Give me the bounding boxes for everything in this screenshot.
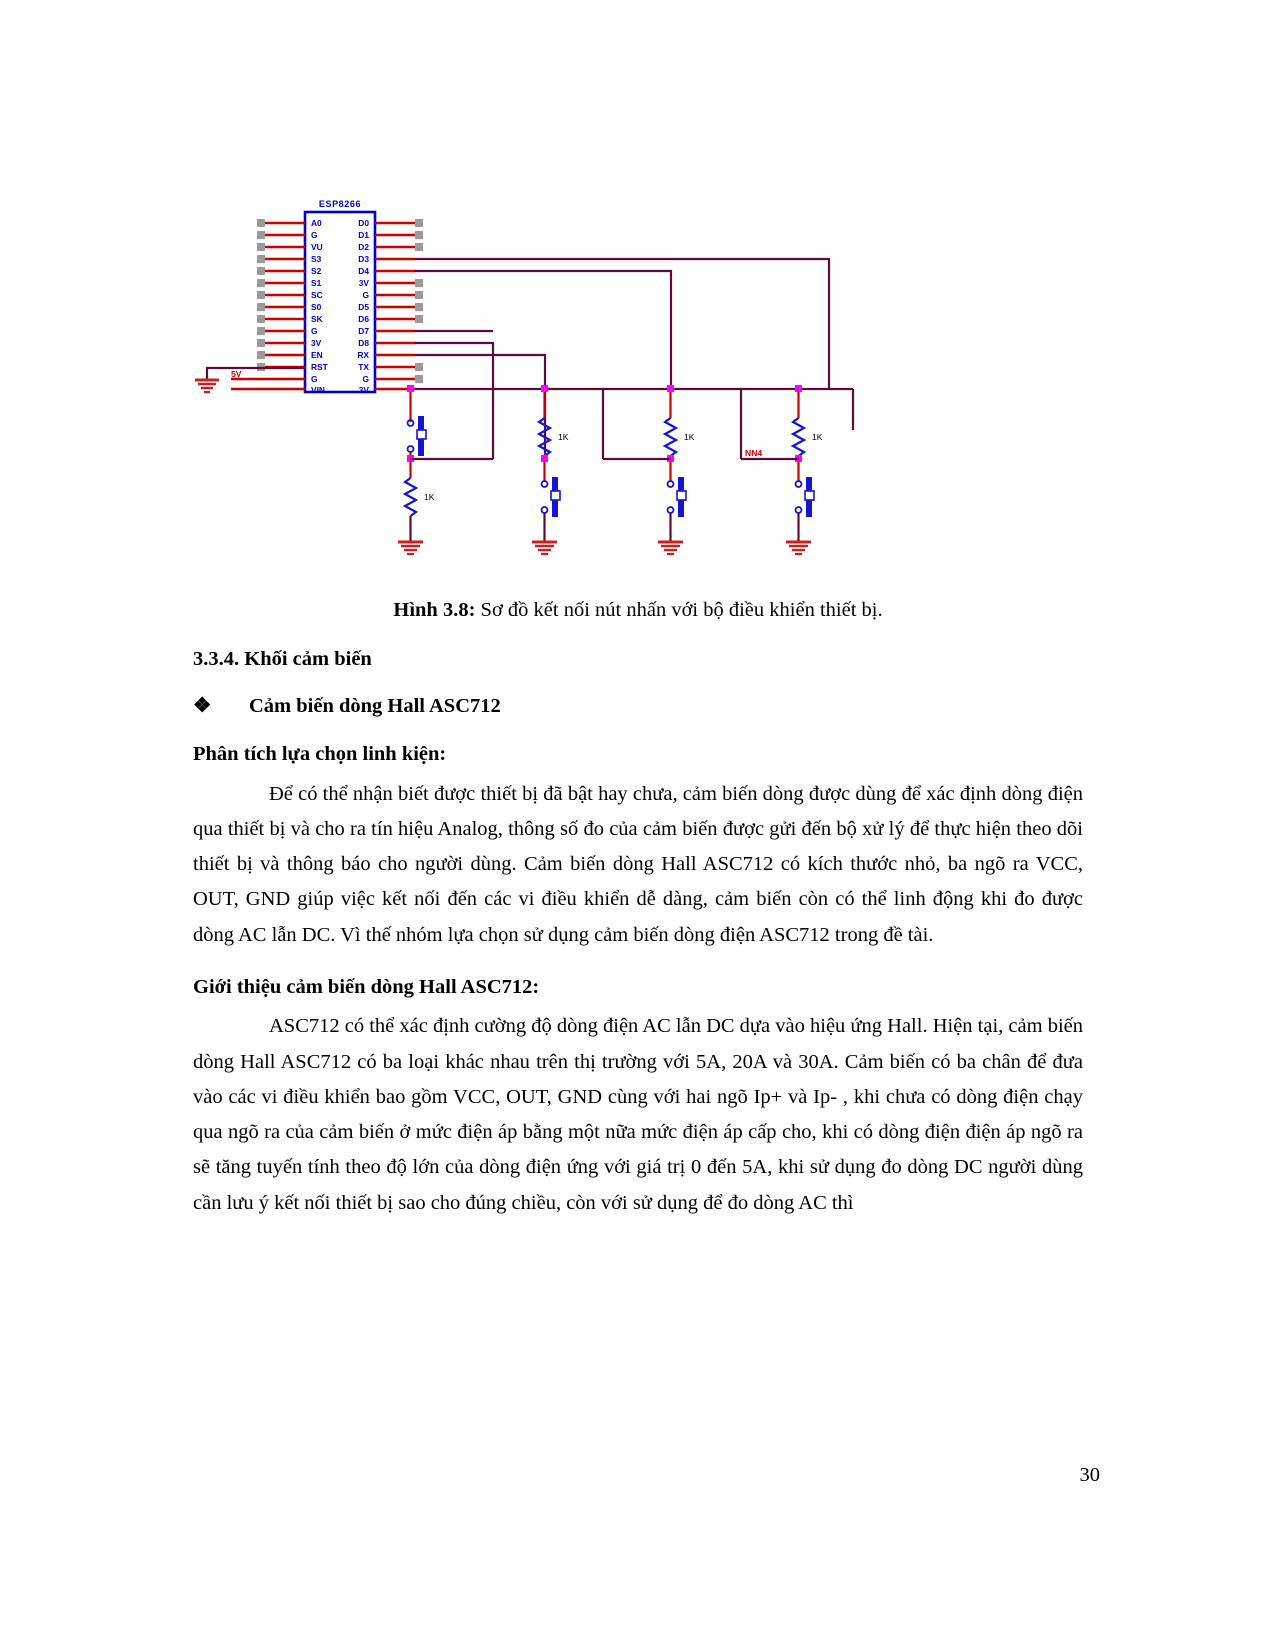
svg-text:D0: D0 xyxy=(358,218,369,228)
junction-dot xyxy=(795,385,802,392)
resistor-label: 1K xyxy=(424,492,435,502)
svg-text:3V: 3V xyxy=(358,385,369,395)
push-button-4 xyxy=(796,477,815,517)
left-pin-wires xyxy=(231,223,305,389)
bullet-heading-label: Cảm biến dòng Hall ASC712 xyxy=(249,695,501,718)
svg-text:TX: TX xyxy=(358,362,369,372)
ground-symbol-4 xyxy=(786,542,811,554)
figure-caption xyxy=(193,598,1083,624)
svg-text:D8: D8 xyxy=(358,338,369,348)
branch-2 xyxy=(532,385,569,554)
svg-text:D5: D5 xyxy=(358,302,369,312)
net-label-nn4: NN4 xyxy=(745,448,763,458)
right-pin-labels xyxy=(357,218,369,395)
ground-symbol-1 xyxy=(398,542,423,554)
esp8266-button-schematic xyxy=(193,190,1083,580)
svg-text:G: G xyxy=(311,374,318,384)
svg-text:S0: S0 xyxy=(311,302,322,312)
push-button-2 xyxy=(542,477,561,517)
svg-text:RX: RX xyxy=(357,350,369,360)
power-5v-net xyxy=(207,368,305,379)
bullet-heading-sensor xyxy=(193,693,1083,720)
svg-text:VIN: VIN xyxy=(311,385,325,395)
svg-text:S3: S3 xyxy=(311,254,322,264)
branch-4 xyxy=(741,385,823,554)
svg-text:G: G xyxy=(362,290,369,300)
svg-text:D2: D2 xyxy=(358,242,369,252)
ground-symbol-2 xyxy=(532,542,557,554)
chip-label: ESP8266 xyxy=(318,199,362,209)
svg-text:A0: A0 xyxy=(311,218,322,228)
resistor-3 xyxy=(665,418,676,456)
paragraph-1: Để có thể nhận biết được thiết bị đã bật hay chưa, cảm biến dòng được dùng để xác định dòng điện qua thiết bị và cho ra tín hiệu Analog, thông số đo của cảm biến được gửi đến bộ xử lý để thực hiện theo dõi thiết bị và thông báo cho người dùng. Cảm biến dòng Hall ASC712 có kích thước nhỏ, ba ngõ ra VCC, OUT, GND giúp việc kết nối đến các vi điều khiển dễ dàng, cảm biến còn có thể linh động khi đo được dòng AC lẫn DC. Vì thế nhóm lựa chọn sử dụng cảm biến dòng điện ASC712 trong đề tài. xyxy=(193,782,1083,946)
paragraph-2: ASC712 có thể xác định cường độ dòng điện AC lẫn DC dựa vào hiệu ứng Hall. Hiện tại, cảm biến dòng Hall ASC712 có ba loại khác nhau trên thị trường với 5A, 20A và 30A. Cảm biến có ba chân để đưa vào các vi điều khiển bao gồm VCC, OUT, GND cùng với hai ngõ Ip+ và Ip- , khi chưa có dòng điện chạy qua ngõ ra của cảm biến ở mức điện áp bằng một nữa mức điện áp cấp cho, khi có dòng điện điện áp ngõ ra sẽ tăng tuyến tính theo độ lớn của dòng điện ứng với giá trị 0 đến 5A, khi sử dụng đo dòng DC người dùng cần lưu ý kết nối thiết bị sao cho đúng chiều, còn với sử dụng để đo dòng AC thì xyxy=(193,1015,1083,1214)
svg-text:D3: D3 xyxy=(358,254,369,264)
label-5v: 5V xyxy=(231,369,242,379)
section-heading-3-3-4: 3.3.4. Khối cảm biến xyxy=(193,647,372,670)
svg-text:EN: EN xyxy=(311,350,323,360)
diamond-bullet-icon: ❖ xyxy=(193,695,212,718)
svg-text:D7: D7 xyxy=(358,326,369,336)
ground-symbol-3 xyxy=(658,542,683,554)
ground-symbol-left xyxy=(195,376,219,392)
svg-text:D1: D1 xyxy=(358,230,369,240)
page-number: 30 xyxy=(1079,1464,1100,1486)
svg-text:VU: VU xyxy=(311,242,323,252)
svg-text:S1: S1 xyxy=(311,278,322,288)
svg-text:G: G xyxy=(362,374,369,384)
resistor-label: 1K xyxy=(558,432,569,442)
branch-1 xyxy=(398,385,493,554)
svg-text:3V: 3V xyxy=(358,278,369,288)
sub-heading-sensor-intro: Giới thiệu cảm biến dòng Hall ASC712: xyxy=(193,975,540,998)
net-rx xyxy=(415,355,545,459)
svg-text:SC: SC xyxy=(311,290,323,300)
push-button-3 xyxy=(668,477,687,517)
right-pin-wires xyxy=(375,223,415,389)
figure-caption-text: Sơ đồ kết nối nút nhấn với bộ điều khiển thiết bị. xyxy=(475,599,883,621)
right-pin-pads xyxy=(415,219,423,383)
svg-text:G: G xyxy=(311,230,318,240)
resistor-label: 1K xyxy=(684,432,695,442)
sub-heading-component-analysis: Phân tích lựa chọn linh kiện: xyxy=(193,742,447,765)
junction-dot xyxy=(541,385,548,392)
resistor-1 xyxy=(405,478,416,516)
svg-text:S2: S2 xyxy=(311,266,322,276)
svg-text:3V: 3V xyxy=(311,338,322,348)
branch-3 xyxy=(603,385,695,554)
junction-dot xyxy=(407,385,414,392)
figure-3-8 xyxy=(193,190,1083,590)
resistor-4 xyxy=(793,418,804,456)
left-pin-pads xyxy=(257,219,265,371)
junction-dot xyxy=(541,455,548,462)
resistor-label: 1K xyxy=(812,432,823,442)
svg-text:D6: D6 xyxy=(358,314,369,324)
svg-text:RST: RST xyxy=(311,362,328,372)
svg-text:G: G xyxy=(311,326,318,336)
junction-dot xyxy=(667,385,674,392)
page-content xyxy=(193,0,1083,1221)
figure-caption-label: Hình 3.8: xyxy=(393,599,476,621)
net-d8 xyxy=(415,343,493,459)
svg-text:SK: SK xyxy=(311,314,323,324)
svg-text:D4: D4 xyxy=(358,266,369,276)
net-d3 xyxy=(415,259,829,389)
